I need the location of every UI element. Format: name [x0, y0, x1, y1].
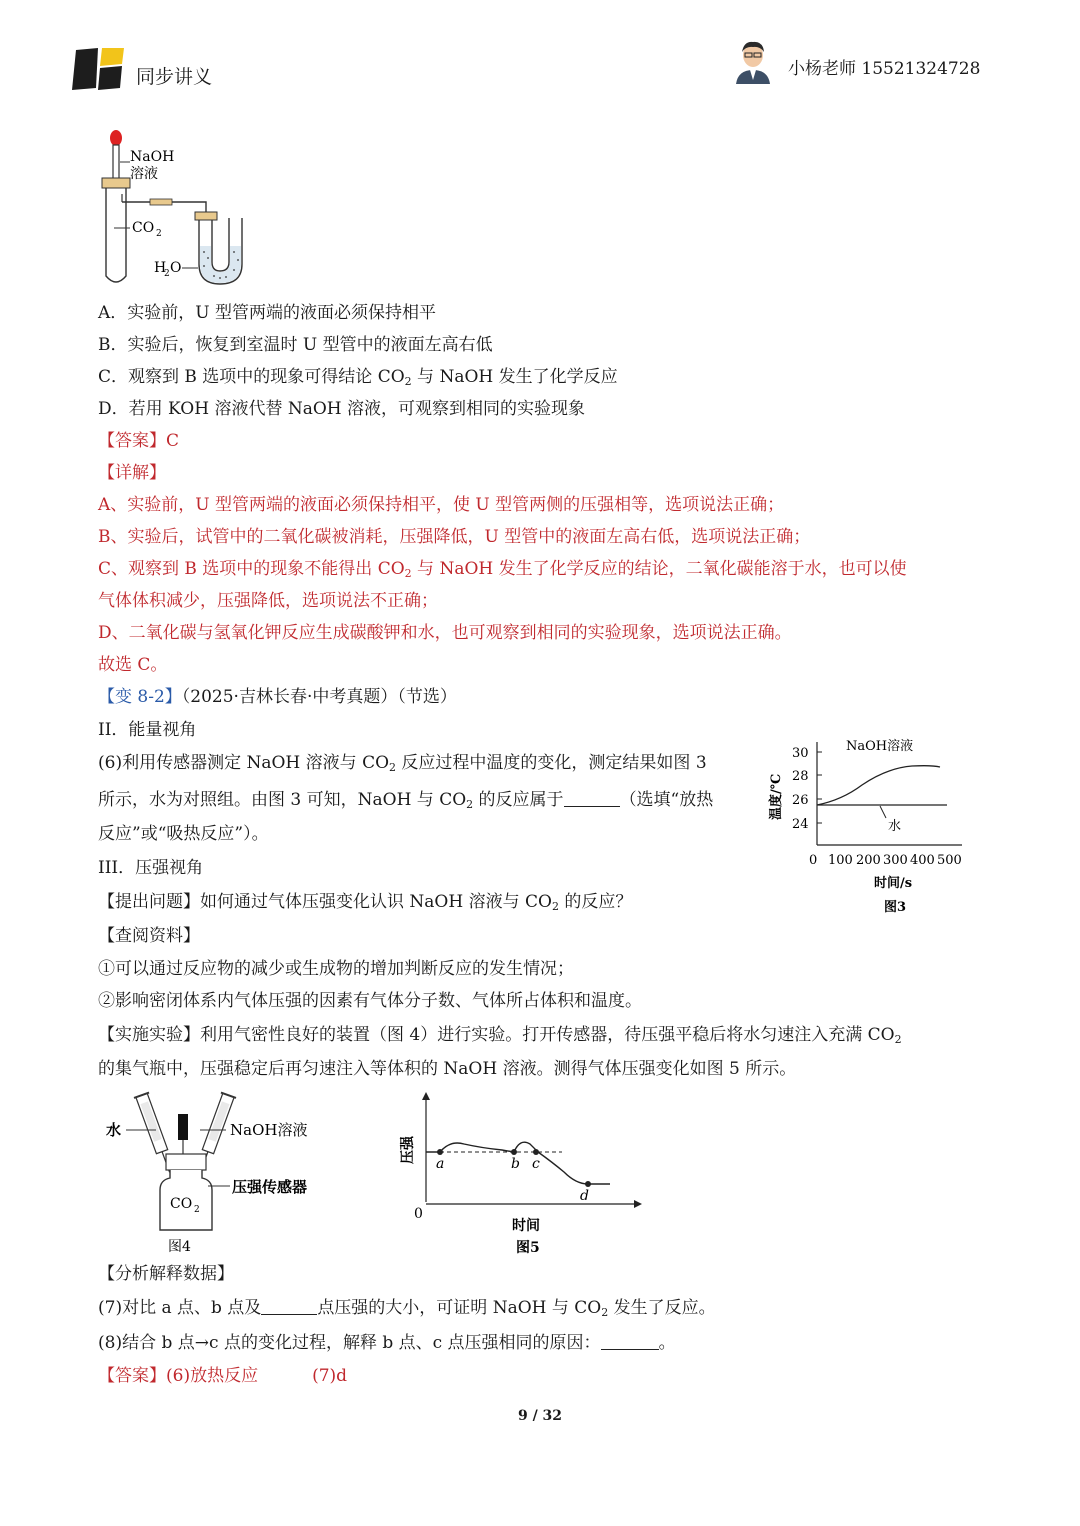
answer-1-label: 【答案】: [98, 431, 166, 451]
q7-answer-blank[interactable]: [261, 1296, 317, 1315]
point-c-label: c: [532, 1156, 540, 1172]
point-a-label: a: [436, 1156, 445, 1172]
q6-l2-sub: 2: [466, 798, 474, 811]
series-naoh-curve: [817, 766, 940, 805]
detail-c: [98, 557, 907, 581]
point-b: [511, 1149, 517, 1155]
detail-c-post: 与 NaOH 发生了化学反应的结论，二氧化碳能溶于水，也可以使: [411, 559, 907, 579]
series-water-label: 水: [888, 819, 902, 834]
answer-2-a7: (7)d: [312, 1366, 348, 1386]
figure-4-naoh-label: NaOH溶液: [230, 1121, 308, 1139]
figure-5-chart: [392, 1090, 652, 1258]
q8-post: 。: [658, 1333, 676, 1353]
point-d-label: d: [580, 1188, 589, 1204]
series-naoh-label: NaOH溶液: [846, 739, 914, 754]
figure-4-water-label: 水: [106, 1121, 122, 1139]
teacher-contact: 小杨老师 15521324728: [788, 59, 981, 79]
q8-line: [98, 1331, 676, 1355]
xtick-0: 0: [809, 853, 818, 868]
q6-l1-post: 反应过程中温度的变化，测定结果如图 3: [396, 753, 707, 773]
ytick-26: 26: [792, 793, 809, 808]
detail-a: A、实验前，U 型管两端的液面必须保持相平，使 U 型管两侧的压强相等，选项说法正确；: [98, 495, 785, 515]
option-b: B．实验后，恢复到室温时 U 型管中的液面左高右低: [98, 335, 493, 355]
q7-post: 发生了反应。: [608, 1298, 716, 1318]
answer-1: [98, 429, 179, 453]
figure-4-apparatus: [100, 1086, 330, 1258]
xtick-400: 400: [910, 853, 935, 868]
question-label: 【提出问题】: [98, 892, 200, 912]
point-c: [533, 1149, 539, 1155]
ytick-30: 30: [792, 746, 809, 761]
q8-answer-blank[interactable]: [601, 1331, 659, 1350]
xtick-300: 300: [883, 853, 908, 868]
experiment-line2: 的集气瓶中，压强稳定后再匀速注入等体积的 NaOH 溶液。测得气体压强变化如图 5 所示。: [98, 1059, 797, 1079]
label-co2-sub: 2: [156, 229, 162, 239]
analysis-label: 【分析解释数据】: [98, 1264, 234, 1284]
ytick-24: 24: [792, 817, 809, 832]
figure-4-co2-label: CO: [170, 1196, 193, 1212]
q6-answer-blank[interactable]: [564, 788, 620, 807]
detail-label: 【详解】: [98, 463, 166, 483]
xtick-100: 100: [828, 853, 853, 868]
section3-heading: III．压强视角: [98, 858, 204, 878]
q6-l1-pre: (6)利用传感器测定 NaOH 溶液与 CO: [98, 753, 390, 773]
experiment-l1-pre: 利用气密性良好的装置（图 4）进行实验。打开传感器，待压强平稳后将水匀速注入充满 CO: [200, 1025, 895, 1045]
q6-line1: [98, 751, 707, 775]
q7-pre: (7)对比 a 点、b 点及: [98, 1298, 262, 1318]
answer-2-label: 【答案】: [98, 1366, 166, 1386]
teacher-avatar-icon: [734, 40, 772, 84]
option-c: [98, 365, 618, 389]
q7-mid: 点压强的大小，可证明 NaOH 与 CO: [317, 1298, 602, 1318]
detail-d: D、二氧化碳与氢氧化钾反应生成碳酸钾和水，也可观察到相同的实验现象，选项说法正确。: [98, 623, 792, 643]
label-h2o: H: [154, 260, 167, 276]
q6-l2-post: 的反应属于: [473, 790, 564, 810]
detail-c-line2: 气体体积减少，压强降低，选项说法不正确；: [98, 591, 438, 611]
label-naoh-solution: 溶液: [130, 166, 158, 182]
q6-l2-pre: 所示，水为对照组。由图 3 可知，NaOH 与 CO: [98, 790, 467, 810]
q6-l1-sub: 2: [389, 761, 397, 774]
detail-b: B、实验后，试管中的二氧化碳被消耗，压强降低，U 型管中的液面左高右低，选项说法正确；: [98, 527, 811, 547]
figure-5-xlabel: 时间: [512, 1218, 540, 1234]
option-a: A．实验前，U 型管两端的液面必须保持相平: [98, 303, 437, 323]
label-h2o-sub: 2: [164, 269, 170, 279]
material-1: ①可以通过反应物的减少或生成物的增加判断反应的发生情况；: [98, 959, 574, 979]
q7-line: [98, 1296, 716, 1320]
figure-3-caption: 图3: [884, 900, 907, 915]
answer-1-value: C: [166, 431, 180, 451]
q6-l2-tail: （选填“放热: [619, 790, 714, 810]
figure-3-chart: [762, 730, 972, 920]
teacher-avatar: [734, 40, 772, 84]
option-d: D．若用 KOH 溶液代替 NaOH 溶液，可观察到相同的实验现象: [98, 399, 586, 419]
figure-5-origin: 0: [414, 1206, 423, 1222]
figure-5-ylabel: 压强: [400, 1136, 416, 1164]
figure-3-ylabel: 温度/℃: [769, 773, 784, 820]
q6-line3: 反应”或“吸热反应”）。: [98, 824, 269, 844]
experiment-label: 【实施实验】: [98, 1025, 200, 1045]
option-c-post: 与 NaOH 发生了化学反应: [411, 367, 618, 387]
option-c-sub: 2: [404, 375, 412, 388]
question-pre: 如何通过气体压强变化认识 NaOH 溶液与 CO: [200, 892, 552, 912]
xtick-500: 500: [937, 853, 962, 868]
answer-2-a6: (6)放热反应: [166, 1366, 259, 1386]
variant-source: （2025·吉林长春·中考真题）（节选）: [181, 687, 457, 707]
q7-sub: 2: [601, 1306, 609, 1319]
q8-pre: (8)结合 b 点→c 点的变化过程，解释 b 点、c 点压强相同的原因：: [98, 1333, 601, 1353]
label-h2o-tail: O: [170, 260, 182, 276]
xtick-200: 200: [856, 853, 881, 868]
q6-line2: [98, 788, 713, 812]
label-co2: CO: [132, 220, 155, 236]
experiment-l1-sub: 2: [894, 1033, 902, 1046]
variant-tag: 【变 8-2】: [98, 687, 182, 707]
figure-u-tube-apparatus: [96, 128, 266, 290]
point-a: [437, 1149, 443, 1155]
figure-4-co2-sub: 2: [194, 1205, 200, 1215]
label-naoh: NaOH: [130, 149, 175, 165]
variant-heading: [98, 685, 457, 709]
detail-c-pre: C、观察到 B 选项中的现象不能得出 CO: [98, 559, 405, 579]
header-title: 同步讲义: [136, 66, 213, 88]
point-d: [585, 1181, 591, 1187]
question-sub: 2: [551, 900, 559, 913]
detail-conclusion: 故选 C。: [98, 655, 168, 675]
point-b-label: b: [511, 1156, 520, 1172]
material-2: ②影响密闭体系内气体压强的因素有气体分子数、气体所占体积和温度。: [98, 991, 642, 1011]
section2-heading: II．能量视角: [98, 720, 197, 740]
materials-label: 【查阅资料】: [98, 926, 200, 946]
figure-4-sensor-label: 压强传感器: [232, 1178, 308, 1196]
header-logo: [70, 46, 126, 92]
page-number: 9 / 32: [517, 1408, 563, 1424]
answer-2: [98, 1364, 347, 1388]
option-c-pre: C．观察到 B 选项中的现象可得结论 CO: [98, 367, 405, 387]
figure-5-caption: 图5: [516, 1240, 540, 1256]
question-post: 的反应？: [558, 892, 633, 912]
ytick-28: 28: [792, 769, 809, 784]
experiment-line1: [98, 1023, 902, 1047]
figure-4-caption: 图4: [168, 1239, 191, 1255]
question: [98, 890, 632, 914]
figure-3-xlabel: 时间/s: [874, 876, 913, 891]
detail-c-sub: 2: [404, 567, 412, 580]
square-blocks-logo-icon: [70, 46, 126, 92]
